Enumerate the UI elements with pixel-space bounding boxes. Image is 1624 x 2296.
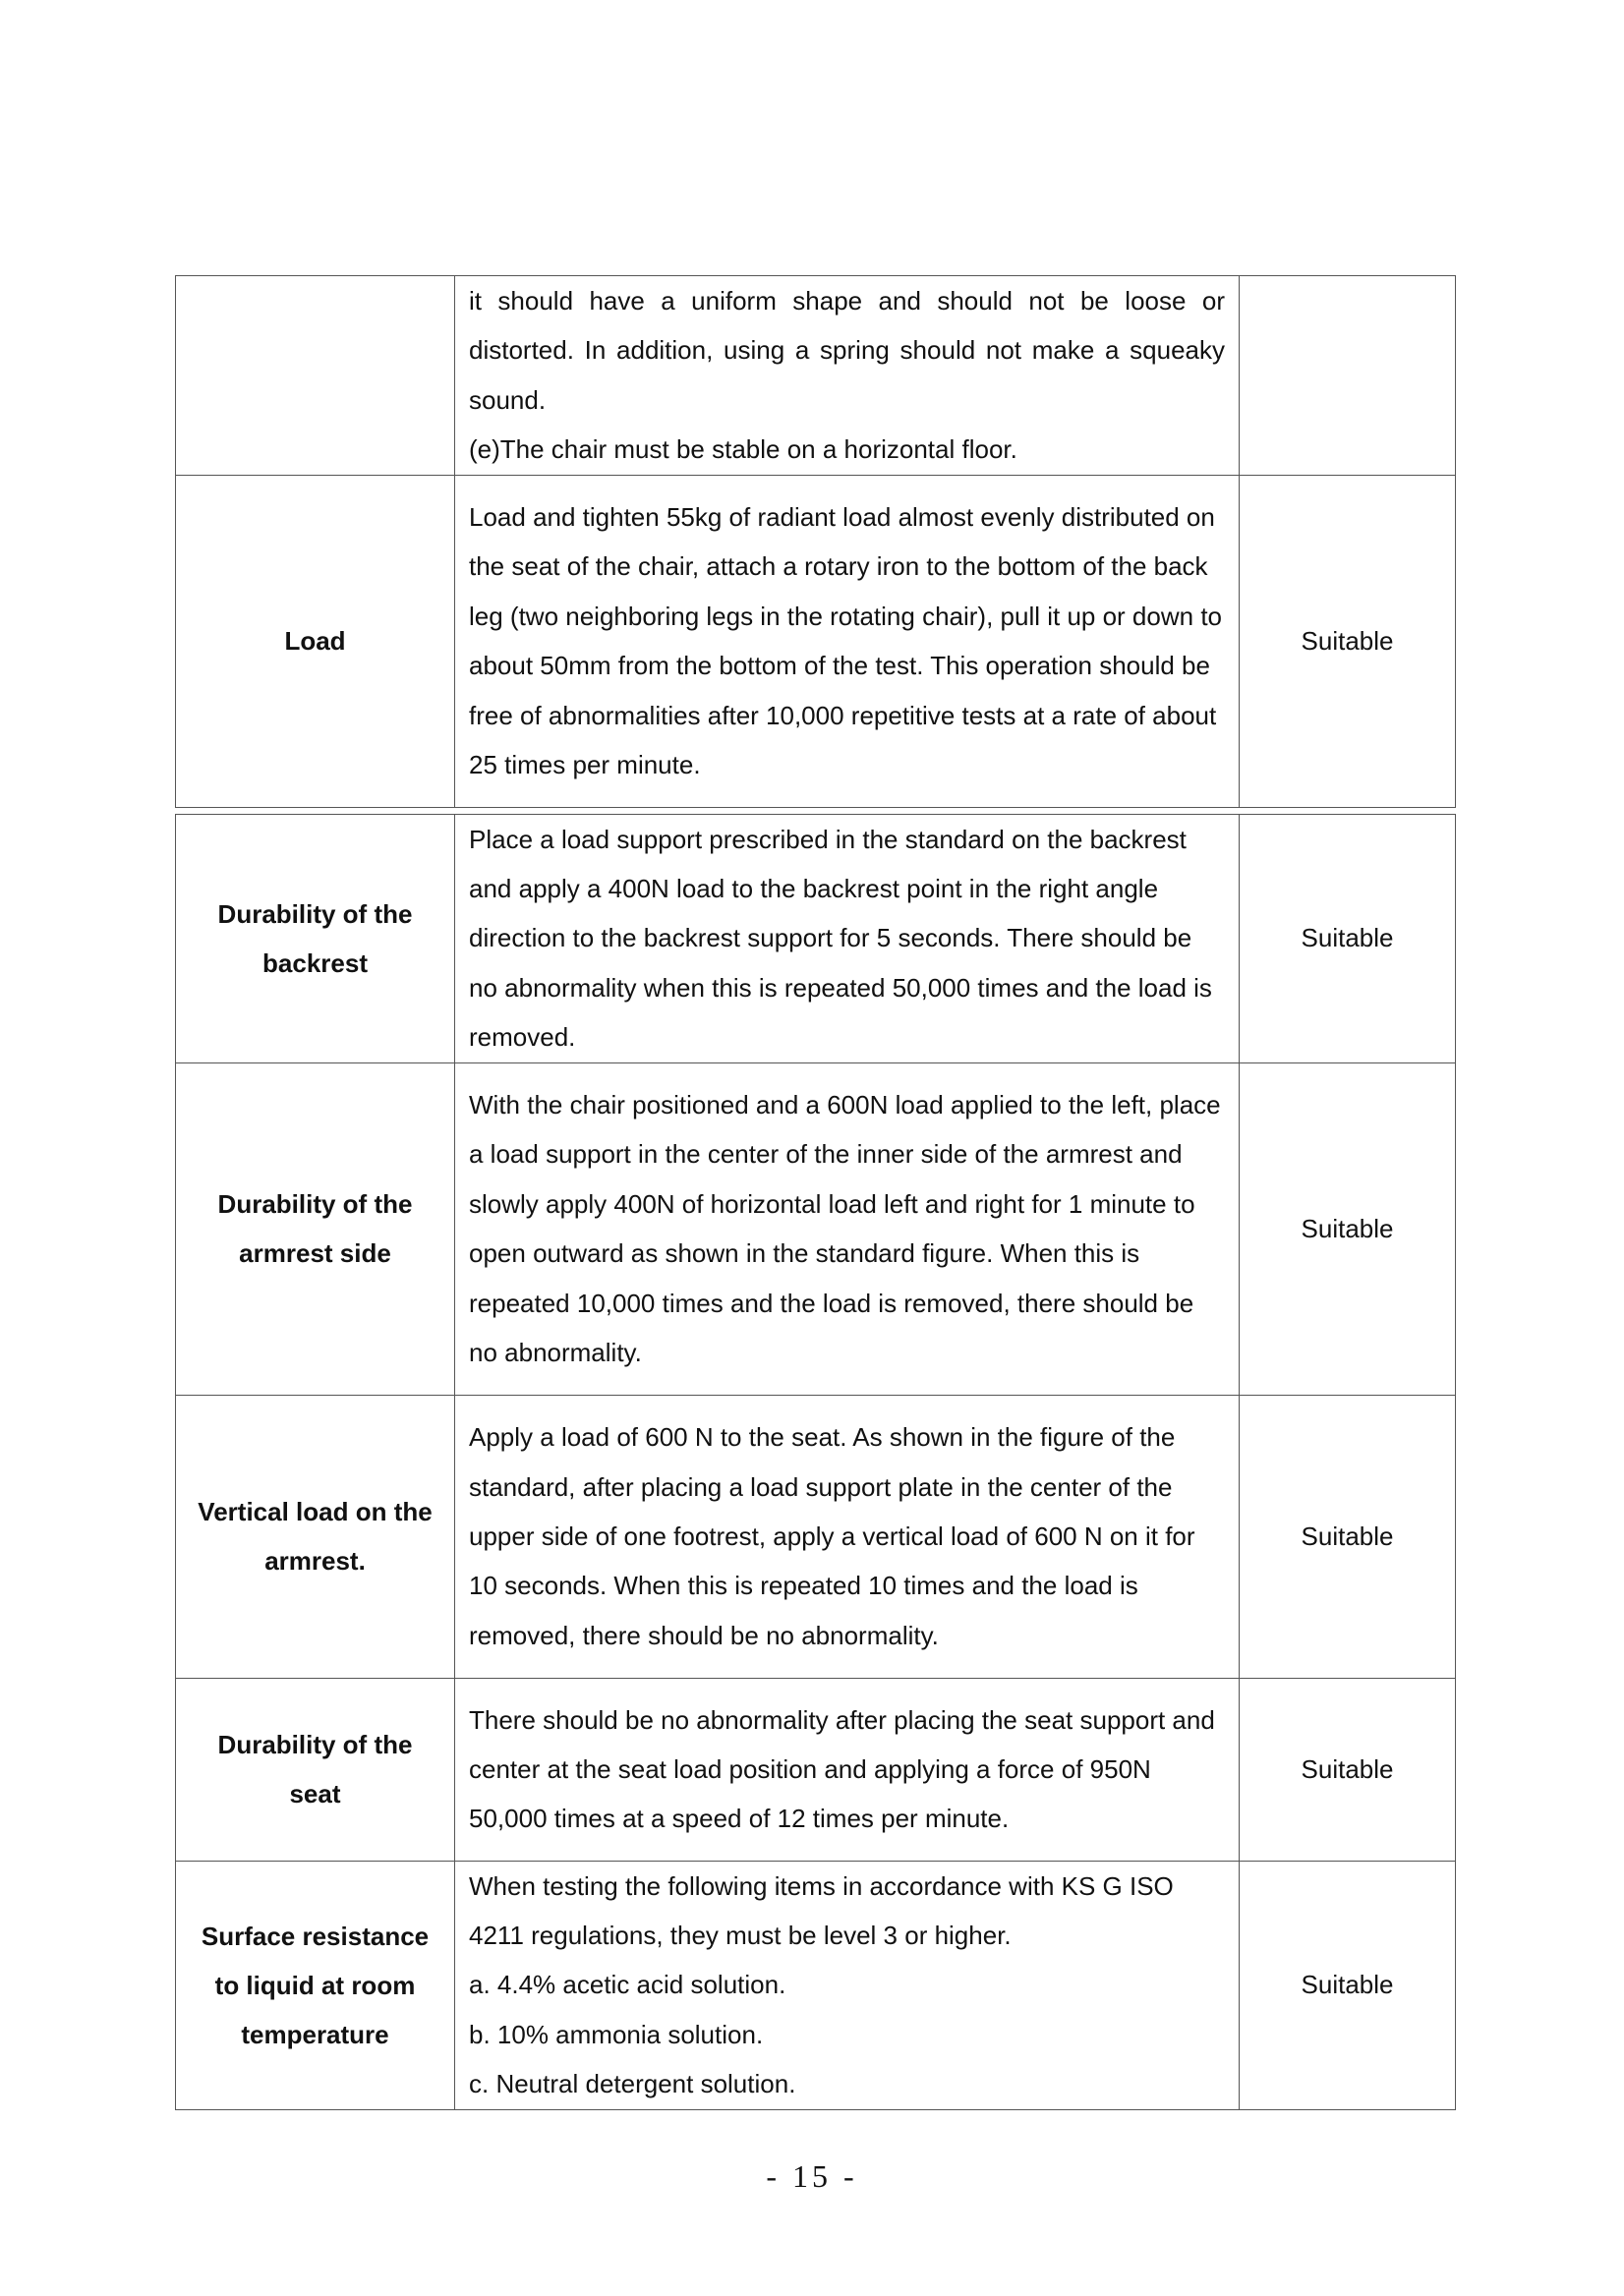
requirement-text: Apply a load of 600 N to the seat. As shown in the figure of the standard, after placing a load support plate in the center of the upper side of one footrest, apply a vertical load of 600 N on it for 10 seconds. When this is repeated 10 times and the load is removed, there should be no abnormality.: [469, 1422, 1195, 1650]
requirement-text: Load and tighten 55kg of radiant load almost evenly distributed on the seat of the chair, attach a rotary iron to the bottom of the back leg (two neighboring legs in the rotating chair), pull it up or down to about 50mm from the bottom of the test. This operation should be free of abnormalities after 10,000 repetitive tests at a rate of about 25 times per minute.: [469, 501, 1222, 779]
result-cell: [1240, 276, 1456, 476]
result-cell: Suitable: [1240, 1861, 1456, 2109]
requirement-cell: [455, 1062, 1240, 1395]
test-item-cell: Durability of the armrest side: [176, 1062, 455, 1395]
requirement-text: it should have a uniform shape and should not be loose or distorted. In addition, using a spring should not make a squeaky sound. (e)The chair must be stable on a horizontal floor.: [469, 286, 1225, 465]
test-item-cell: Durability of the seat: [176, 1678, 455, 1861]
requirement-text: There should be no abnormality after placing the seat support and center at the seat load position and applying a force of 950N 50,000 times at a speed of 12 times per minute.: [469, 1704, 1215, 1834]
table-row: [176, 1395, 1456, 1678]
requirement-text: Place a load support prescribed in the standard on the backrest and apply a 400N load to the backrest point in the right angle direction to the backrest support for 5 seconds. There should be no abnormality when this is repeated 50,000 times and the load is removed.: [469, 824, 1212, 1053]
requirement-cell: [455, 1678, 1240, 1861]
test-results-table: [175, 275, 1456, 2110]
test-item-cell: Vertical load on the armrest.: [176, 1395, 455, 1678]
page-number: - 15 -: [766, 2158, 858, 2194]
row-gap: [176, 807, 1456, 814]
requirement-text: When testing the following items in accordance with KS G ISO 4211 regulations, they must be level 3 or higher. a. 4.4% acetic acid solution. b. 10% ammonia solution. c. Neutral detergent solution.: [469, 1870, 1174, 2099]
result-cell: Suitable: [1240, 1062, 1456, 1395]
test-results-table-wrap: [175, 275, 1455, 2110]
table-row: [176, 1861, 1456, 2109]
result-cell: Suitable: [1240, 1395, 1456, 1678]
table-row: [176, 1678, 1456, 1861]
table-row: [176, 276, 1456, 476]
table-row: [176, 1062, 1456, 1395]
requirement-cell: [455, 475, 1240, 807]
test-item-cell: Surface resistance to liquid at room temperature: [176, 1861, 455, 2109]
test-item-cell: Load: [176, 475, 455, 807]
requirement-cell: [455, 276, 1240, 476]
table-row: [176, 475, 1456, 807]
requirement-cell: [455, 1395, 1240, 1678]
result-cell: Suitable: [1240, 475, 1456, 807]
result-cell: Suitable: [1240, 814, 1456, 1062]
requirement-cell: [455, 1861, 1240, 2109]
requirement-text: With the chair positioned and a 600N load applied to the left, place a load support in the center of the inner side of the armrest and slowly apply 400N of horizontal load left and right for 1 minute to open outward as shown in the standard figure. When this is repeated 10,000 times and the load is removed, there should be no abnormality.: [469, 1089, 1221, 1367]
test-item-cell: Durability of the backrest: [176, 814, 455, 1062]
result-cell: Suitable: [1240, 1678, 1456, 1861]
test-item-cell: [176, 276, 455, 476]
table-row: [176, 814, 1456, 1062]
requirement-cell: [455, 814, 1240, 1062]
